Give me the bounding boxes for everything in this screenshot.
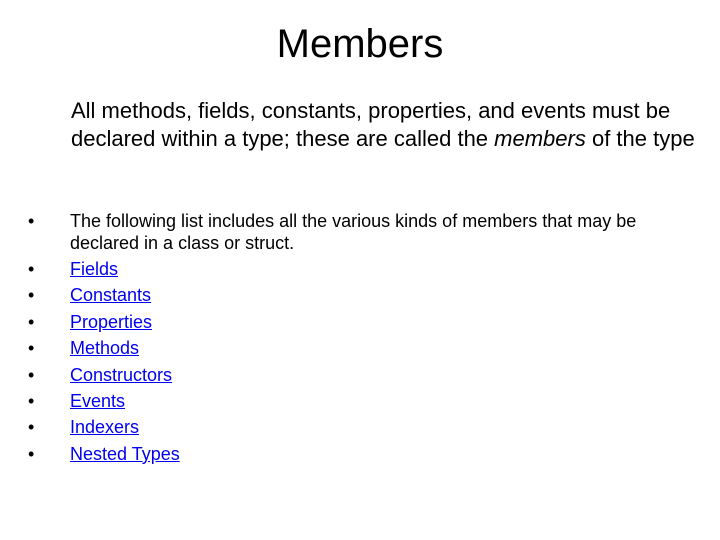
- list-item-methods: [28, 335, 698, 361]
- intro-paragraph: [71, 97, 701, 153]
- bullet-icon: •: [28, 364, 35, 385]
- list-item-constants: [28, 282, 698, 308]
- bullet-icon: •: [28, 443, 35, 464]
- link-methods[interactable]: Methods: [70, 338, 140, 359]
- link-indexers[interactable]: Indexers: [70, 417, 140, 438]
- bullet-icon: •: [28, 285, 35, 306]
- intro-text-part2: of the type: [585, 126, 695, 151]
- list-item-constructors: [28, 362, 698, 388]
- list-item-intro: [28, 208, 698, 256]
- list-intro-text: The following list includes all the various kinds of members that may be declared in a class or struct.: [70, 211, 637, 253]
- link-constants[interactable]: Constants: [70, 285, 152, 306]
- list-item-properties: [28, 309, 698, 335]
- bullet-icon: •: [28, 338, 35, 359]
- bullet-icon: •: [28, 391, 35, 412]
- bullet-icon: •: [28, 417, 35, 438]
- bullet-icon: •: [28, 211, 35, 231]
- list-item-indexers: [28, 414, 698, 440]
- members-list: [28, 208, 698, 467]
- list-item-fields: [28, 256, 698, 282]
- link-properties[interactable]: Properties: [70, 311, 153, 332]
- link-events[interactable]: Events: [70, 391, 126, 412]
- list-item-events: [28, 388, 698, 414]
- bullet-icon: •: [28, 259, 35, 279]
- bullet-icon: •: [28, 311, 35, 332]
- list-item-nested-types: [28, 441, 698, 467]
- link-nested-types[interactable]: Nested Types: [70, 443, 180, 464]
- slide-title: Members: [276, 22, 444, 66]
- link-constructors[interactable]: Constructors: [70, 364, 173, 385]
- intro-emphasis: members: [494, 126, 586, 151]
- link-fields[interactable]: Fields: [70, 259, 119, 279]
- intro-text-part1: All methods, fields, constants, properties, and events must be declared within a type; these are called the: [71, 98, 671, 151]
